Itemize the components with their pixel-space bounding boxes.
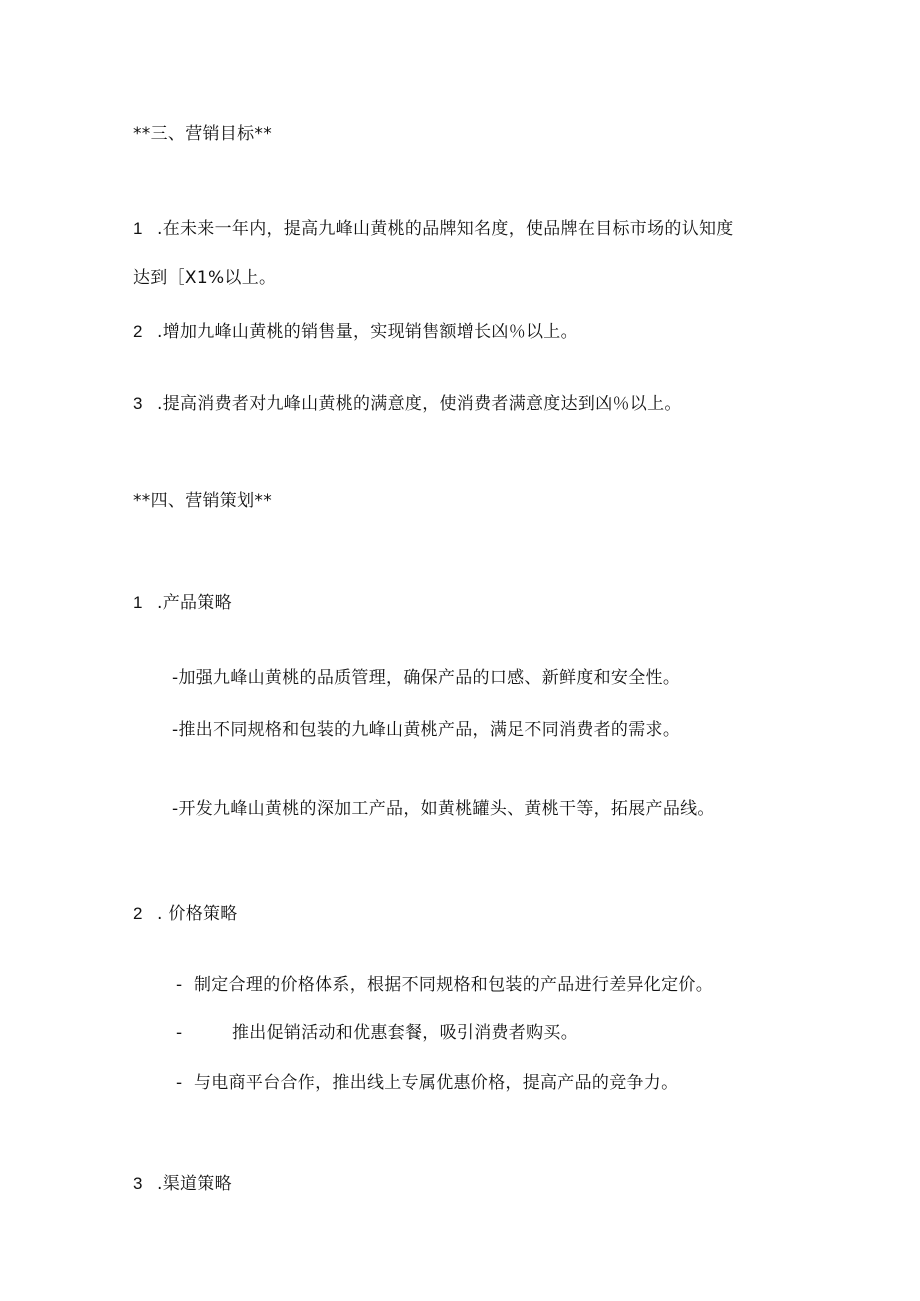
strategy-title-channel xyxy=(133,1172,232,1196)
strategy-number: 1 xyxy=(133,593,143,612)
goal-item-1-continuation: 达到［X1%以上。 xyxy=(133,268,277,288)
goal-text: .增加九峰山黄桃的销售量，实现销售额增长凶％以上。 xyxy=(157,322,578,342)
goal-item-3 xyxy=(133,392,682,416)
strategy-number: 2 xyxy=(133,904,143,923)
item-text: 与电商平台合作，推出线上专属优惠价格，提高产品的竞争力。 xyxy=(194,1073,679,1093)
product-strategy-item xyxy=(172,718,680,742)
goal-item-1 xyxy=(133,217,734,241)
dash-bullet: - xyxy=(176,1023,183,1043)
item-text: 推出促销活动和优惠套餐，吸引消费者购买。 xyxy=(232,1023,578,1043)
section-heading-marketing-goals: **三、营销目标** xyxy=(133,124,272,144)
item-text: 开发九峰山黄桃的深加工产品，如黄桃罐头、黄桃干等，拓展产品线。 xyxy=(178,799,715,819)
goal-item-2 xyxy=(133,320,578,344)
item-text: 推出不同规格和包装的九峰山黄桃产品，满足不同消费者的需求。 xyxy=(178,720,681,740)
product-strategy-item xyxy=(172,797,715,821)
strategy-number: 3 xyxy=(133,1174,143,1193)
price-strategy-item xyxy=(176,973,713,997)
goal-number: 1 xyxy=(133,219,143,238)
product-strategy-item xyxy=(172,666,680,690)
strategy-title-text: .产品策略 xyxy=(157,593,232,613)
goal-number: 2 xyxy=(133,322,143,341)
price-strategy-item xyxy=(176,1071,678,1095)
dash-bullet: - xyxy=(172,799,179,819)
item-text: 加强九峰山黄桃的品质管理，确保产品的口感、新鲜度和安全性。 xyxy=(178,668,681,688)
dash-bullet: - xyxy=(172,668,179,688)
item-text: 制定合理的价格体系，根据不同规格和包装的产品进行差异化定价。 xyxy=(194,975,713,995)
dash-bullet: - xyxy=(176,975,183,995)
section-heading-marketing-plan: **四、营销策划** xyxy=(133,491,272,511)
strategy-title-text: . 价格策略 xyxy=(157,904,238,924)
strategy-title-price xyxy=(133,902,238,926)
price-strategy-item xyxy=(176,1021,578,1045)
goal-text: .提高消费者对九峰山黄桃的满意度，使消费者满意度达到凶％以上。 xyxy=(157,394,682,414)
goal-number: 3 xyxy=(133,394,143,413)
strategy-title-product xyxy=(133,591,232,615)
strategy-title-text: .渠道策略 xyxy=(157,1174,232,1194)
goal-text: .在未来一年内，提高九峰山黄桃的品牌知名度，使品牌在目标市场的认知度 xyxy=(157,219,734,239)
dash-bullet: - xyxy=(176,1073,183,1093)
dash-bullet: - xyxy=(172,720,179,740)
